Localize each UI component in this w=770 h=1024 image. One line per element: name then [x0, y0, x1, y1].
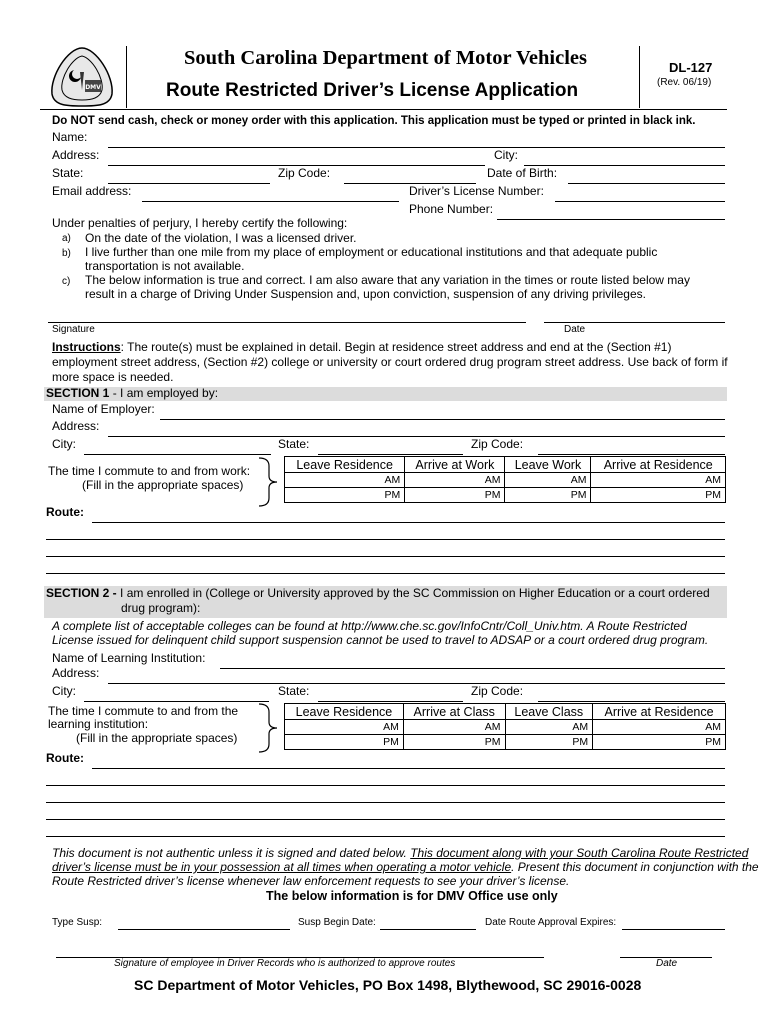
section1-heading: [46, 387, 218, 401]
route-expires-input[interactable]: [622, 916, 725, 930]
s2-col-leave-residence: Leave Residence: [285, 704, 404, 720]
phone-input[interactable]: [497, 206, 725, 220]
employer-city-label: City:: [52, 437, 76, 451]
institution-input[interactable]: [220, 655, 725, 669]
zip-label: Zip Code:: [278, 166, 331, 180]
employer-state-label: State:: [278, 437, 310, 451]
s1-arrive-residence-am[interactable]: AM: [591, 473, 726, 488]
state-label: State:: [52, 166, 84, 180]
state-input[interactable]: [108, 170, 270, 184]
employer-address-input[interactable]: [108, 423, 725, 437]
section1-title: SECTION 1: [46, 386, 110, 400]
name-label: Name:: [52, 130, 88, 144]
institution-zip-label: Zip Code:: [471, 684, 524, 698]
s2-arrive-residence-pm[interactable]: PM: [593, 735, 726, 750]
commute2-line1: The time I commute to and from the: [48, 704, 239, 718]
email-label: Email address:: [52, 184, 132, 198]
commute2-brace-icon: [255, 702, 281, 754]
sc-dmv-seal-icon: [48, 46, 116, 108]
header: [0, 0, 770, 112]
s2-col-arrive-residence: Arrive at Residence: [593, 704, 726, 720]
s1-col-leave-work: Leave Work: [505, 457, 591, 473]
employer-address-label: Address:: [52, 419, 100, 433]
route1-line2[interactable]: [46, 526, 725, 540]
section2-title-rest: I am enrolled in (College or University approved by the SC Commission on Higher Education or a court ordered: [116, 586, 710, 600]
colleges-note-line2: License issued for delinquent child support suspension cannot be used to travel to ADSAP or a court ordered drug program.: [52, 633, 709, 647]
certify-item-a: On the date of the violation, I was a licensed driver.: [85, 231, 357, 245]
s2-arrive-class-am[interactable]: AM: [403, 720, 505, 735]
form-revision: (Rev. 06/19): [657, 77, 712, 88]
name-input[interactable]: [108, 134, 725, 148]
commute1-line2: (Fill in the appropriate spaces): [82, 478, 244, 492]
header-divider-left: [126, 46, 127, 108]
institution-state-input[interactable]: [318, 688, 463, 702]
signature-date-label: Date: [564, 324, 586, 335]
route2-line1[interactable]: [92, 755, 725, 769]
institution-state-label: State:: [278, 684, 310, 698]
institution-address-input[interactable]: [108, 670, 725, 684]
s1-arrive-work-am[interactable]: AM: [405, 473, 505, 488]
s2-leave-class-am[interactable]: AM: [505, 720, 593, 735]
address-label: Address:: [52, 148, 100, 162]
s1-leave-work-pm[interactable]: PM: [505, 488, 591, 503]
institution-zip-input[interactable]: [538, 688, 725, 702]
license-number-label: Driver’s License Number:: [409, 184, 544, 198]
s2-arrive-class-pm[interactable]: PM: [403, 735, 505, 750]
employee-signature-input[interactable]: [56, 944, 544, 958]
authenticity-line3: Route Restricted driver’s license whenever law enforcement requests to see your driver’s license.: [52, 874, 570, 888]
route2-line3[interactable]: [46, 789, 725, 803]
instructions-line1: : The route(s) must be explained in detail. Begin at residence street address and end at the (Section #1): [120, 340, 672, 354]
svg-text:DMV: DMV: [85, 84, 101, 91]
certify-item-b-line2: transportation is not available.: [85, 259, 245, 273]
type-susp-input[interactable]: [118, 916, 290, 930]
phone-label: Phone Number:: [409, 202, 494, 216]
s2-leave-class-pm[interactable]: PM: [505, 735, 593, 750]
susp-begin-label: Susp Begin Date:: [298, 917, 376, 928]
instructions-line3: more space is needed.: [52, 370, 174, 384]
institution-city-label: City:: [52, 684, 76, 698]
employer-city-input[interactable]: [84, 441, 271, 455]
s2-leave-residence-am[interactable]: AM: [285, 720, 404, 735]
susp-begin-input[interactable]: [380, 916, 476, 930]
s1-leave-work-am[interactable]: AM: [505, 473, 591, 488]
commute2-line2: learning institution:: [48, 717, 149, 731]
s1-leave-residence-pm[interactable]: PM: [285, 488, 405, 503]
commute1-line1: The time I commute to and from work:: [48, 464, 251, 478]
commute1-brace-icon: [255, 456, 281, 508]
section2-heading-line2: drug program):: [121, 601, 201, 615]
form-title: Route Restricted Driver’s License Application: [166, 80, 579, 101]
authenticity-line1: [52, 847, 748, 861]
authenticity-line1-underlined: This document along with your South Carolina Route Restricted: [410, 846, 749, 860]
commute2-line3: (Fill in the appropriate spaces): [76, 731, 238, 745]
authenticity-line2-plain: . Present this document in conjunction with the: [511, 860, 759, 874]
route2-line2[interactable]: [46, 772, 725, 786]
ink-notice: Do NOT send cash, check or money order with this application. This application must be typed or printed in black ink.: [52, 115, 696, 127]
s1-arrive-work-pm[interactable]: PM: [405, 488, 505, 503]
certify-marker-b: b): [62, 248, 71, 259]
city-label: City:: [494, 148, 518, 162]
form-number: DL-127: [669, 60, 713, 75]
s1-arrive-residence-pm[interactable]: PM: [591, 488, 726, 503]
s2-col-arrive-class: Arrive at Class: [403, 704, 505, 720]
route1-line3[interactable]: [46, 543, 725, 557]
s1-col-arrive-residence: Arrive at Residence: [591, 457, 726, 473]
institution-label: Name of Learning Institution:: [52, 651, 206, 665]
section2-heading: [46, 587, 710, 601]
signature-input[interactable]: [48, 309, 526, 323]
signature-date-input[interactable]: [544, 309, 725, 323]
office-use-heading: The below information is for DMV Office use only: [266, 889, 558, 903]
s2-leave-residence-pm[interactable]: PM: [285, 735, 404, 750]
header-divider-right: [639, 46, 640, 108]
type-susp-label: Type Susp:: [52, 917, 103, 928]
certify-item-c-line1: The below information is true and correct. I am also aware that any variation in the times or route listed below may: [85, 273, 690, 287]
s1-col-leave-residence: Leave Residence: [285, 457, 405, 473]
route1-label: Route:: [46, 505, 84, 519]
employer-zip-label: Zip Code:: [471, 437, 524, 451]
s2-arrive-residence-am[interactable]: AM: [593, 720, 726, 735]
s1-col-arrive-work: Arrive at Work: [405, 457, 505, 473]
employee-date-label: Date: [656, 958, 678, 969]
employee-date-input[interactable]: [620, 944, 712, 958]
certify-item-b-line1: I live further than one mile from my place of employment or educational institutions and that adequate public: [85, 245, 658, 259]
city-input[interactable]: [524, 152, 725, 166]
zip-input[interactable]: [344, 170, 476, 184]
institution-city-input[interactable]: [84, 688, 269, 702]
route1-line1[interactable]: [92, 509, 725, 523]
address-input[interactable]: [108, 152, 485, 166]
commute1-times-table: [284, 456, 726, 503]
header-bottom-rule: [40, 109, 727, 110]
dob-input[interactable]: [568, 170, 725, 184]
agency-title: South Carolina Department of Motor Vehicles: [184, 47, 587, 69]
route2-label: Route:: [46, 751, 84, 765]
mailing-address: SC Department of Motor Vehicles, PO Box 1498, Blythewood, SC 29016-0028: [134, 977, 642, 993]
certify-marker-c: c): [62, 276, 71, 287]
section1-title-rest: - I am employed by:: [109, 386, 219, 400]
email-input[interactable]: [142, 188, 399, 202]
route1-line4[interactable]: [46, 560, 725, 574]
authenticity-line1-plain: This document is not authentic unless it is signed and dated below.: [52, 846, 411, 860]
instructions-line2: employment street address, (Section #2) college or university or court ordered drug program street address. Use back of form if: [52, 355, 728, 369]
route2-line4[interactable]: [46, 806, 725, 820]
commute2-times-table: [284, 703, 726, 750]
institution-address-label: Address:: [52, 666, 100, 680]
signature-label: Signature: [52, 324, 95, 335]
instructions-heading: Instructions: [52, 340, 121, 354]
authenticity-line2-underlined: driver’s license must be in your possession at all times when operating a motor vehicle: [52, 860, 512, 874]
employer-zip-input[interactable]: [538, 441, 725, 455]
certify-marker-a: a): [62, 233, 71, 244]
route-expires-label: Date Route Approval Expires:: [485, 917, 617, 928]
colleges-note-line1: A complete list of acceptable colleges can be found at http://www.che.sc.gov/InfoCntr/Coll_Univ.htm. A Route Restricted: [52, 619, 687, 633]
section2-title: SECTION 2 -: [46, 586, 117, 600]
instructions: [52, 340, 727, 385]
route2-line5[interactable]: [46, 823, 725, 837]
license-number-input[interactable]: [555, 188, 725, 202]
certify-item-c-line2: result in a charge of Driving Under Suspension and, upon conviction, suspension of any driving privileges.: [85, 287, 646, 301]
certify-intro: Under penalties of perjury, I hereby certify the following:: [52, 216, 348, 230]
dob-label: Date of Birth:: [487, 166, 558, 180]
employer-label: Name of Employer:: [52, 402, 155, 416]
s1-leave-residence-am[interactable]: AM: [285, 473, 405, 488]
employer-input[interactable]: [160, 406, 725, 420]
authenticity-line2: [52, 861, 759, 875]
employee-signature-label: Signature of employee in Driver Records who is authorized to approve routes: [114, 958, 456, 969]
s2-col-leave-class: Leave Class: [505, 704, 593, 720]
employer-state-input[interactable]: [318, 441, 463, 455]
